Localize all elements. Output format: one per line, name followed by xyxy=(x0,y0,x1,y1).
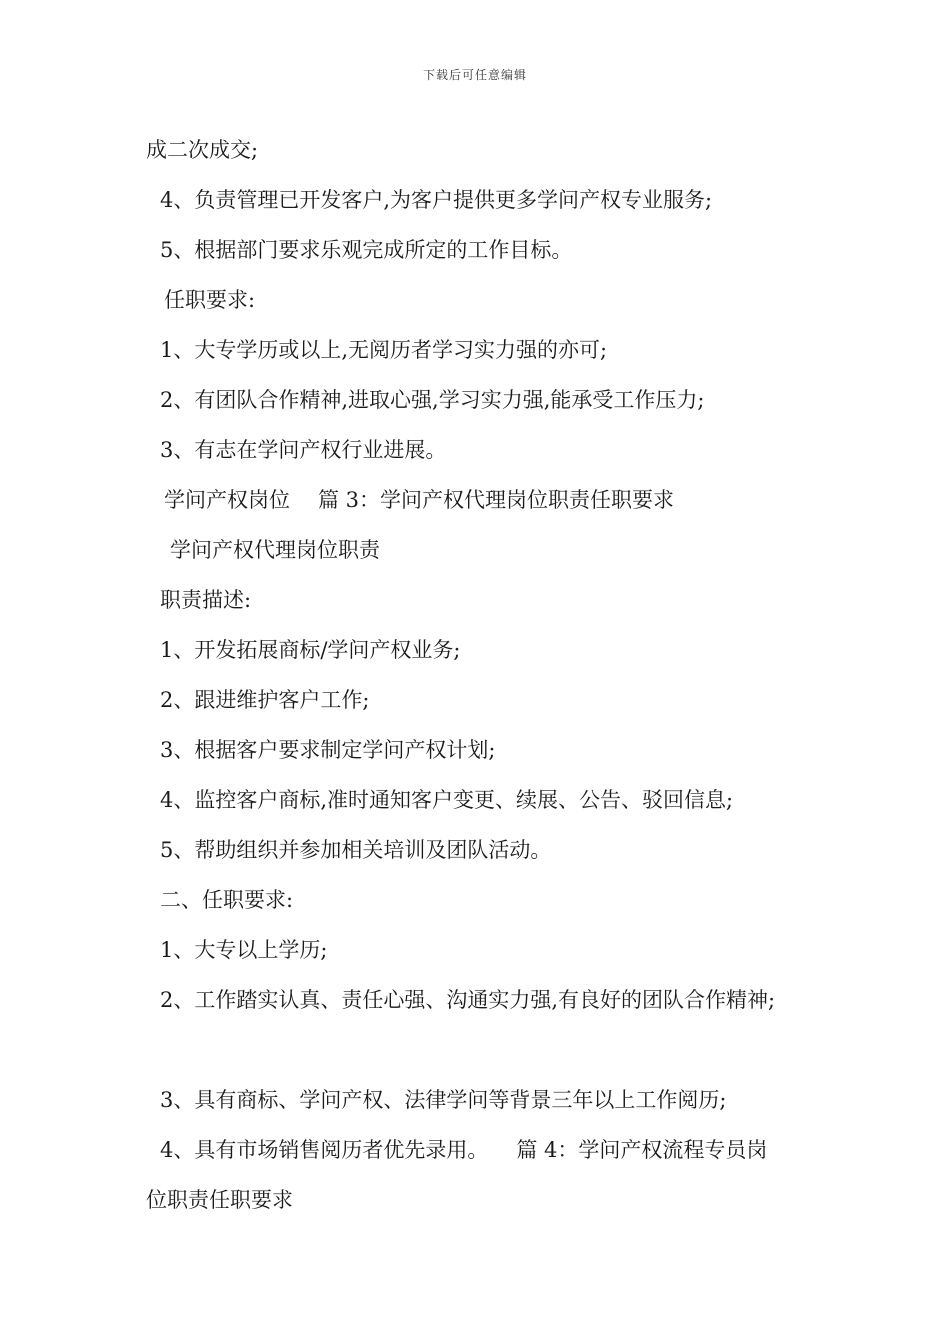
text-line: 3、根据客户要求制定学问产权计划; xyxy=(160,738,496,762)
text-line: 学问产权代理岗位职责 xyxy=(170,538,380,562)
text-line: 2、有团队合作精神,进取心强,学习实力强,能承受工作压力; xyxy=(160,388,705,412)
text-line: 二、任职要求: xyxy=(160,888,294,912)
text-line: 3、有志在学问产权行业进展。 xyxy=(160,438,447,462)
text-line: 2、跟进维护客户工作; xyxy=(160,688,370,712)
text-line: 1、大专以上学历; xyxy=(160,938,328,962)
text-line: 任职要求: xyxy=(164,288,256,312)
text-line: 位职责任职要求 xyxy=(146,1188,293,1212)
section-label: 学问产权岗位 xyxy=(164,488,290,512)
text-line: 4、负责管理已开发客户,为客户提供更多学问产权专业服务; xyxy=(160,188,713,212)
page-header-note: 下载后可任意编辑 xyxy=(422,68,527,82)
section-title: 篇 4：学问产权流程专员岗 xyxy=(516,1138,768,1162)
section-title: 篇 3：学问产权代理岗位职责任职要求 xyxy=(318,488,675,512)
section-heading-line xyxy=(160,1136,767,1164)
text-line: 5、根据部门要求乐观完成所定的工作目标。 xyxy=(160,238,573,262)
text-line: 职责描述: xyxy=(160,588,252,612)
text-line: 4、具有市场销售阅历者优先录用。 xyxy=(160,1138,489,1162)
section-heading-line xyxy=(164,486,674,514)
text-line: 2、工作踏实认真、责任心强、沟通实力强,有良好的团队合作精神; xyxy=(160,988,776,1012)
text-line: 3、具有商标、学问产权、法律学问等背景三年以上工作阅历; xyxy=(160,1088,727,1112)
text-line: 成二次成交; xyxy=(146,138,259,162)
text-line: 1、开发拓展商标/学问产权业务; xyxy=(160,638,461,662)
text-line: 1、大专学历或以上,无阅历者学习实力强的亦可; xyxy=(160,338,608,362)
text-line: 5、帮助组织并参加相关培训及团队活动。 xyxy=(160,838,552,862)
text-line: 4、监控客户商标,准时通知客户变更、续展、公告、驳回信息; xyxy=(160,788,734,812)
